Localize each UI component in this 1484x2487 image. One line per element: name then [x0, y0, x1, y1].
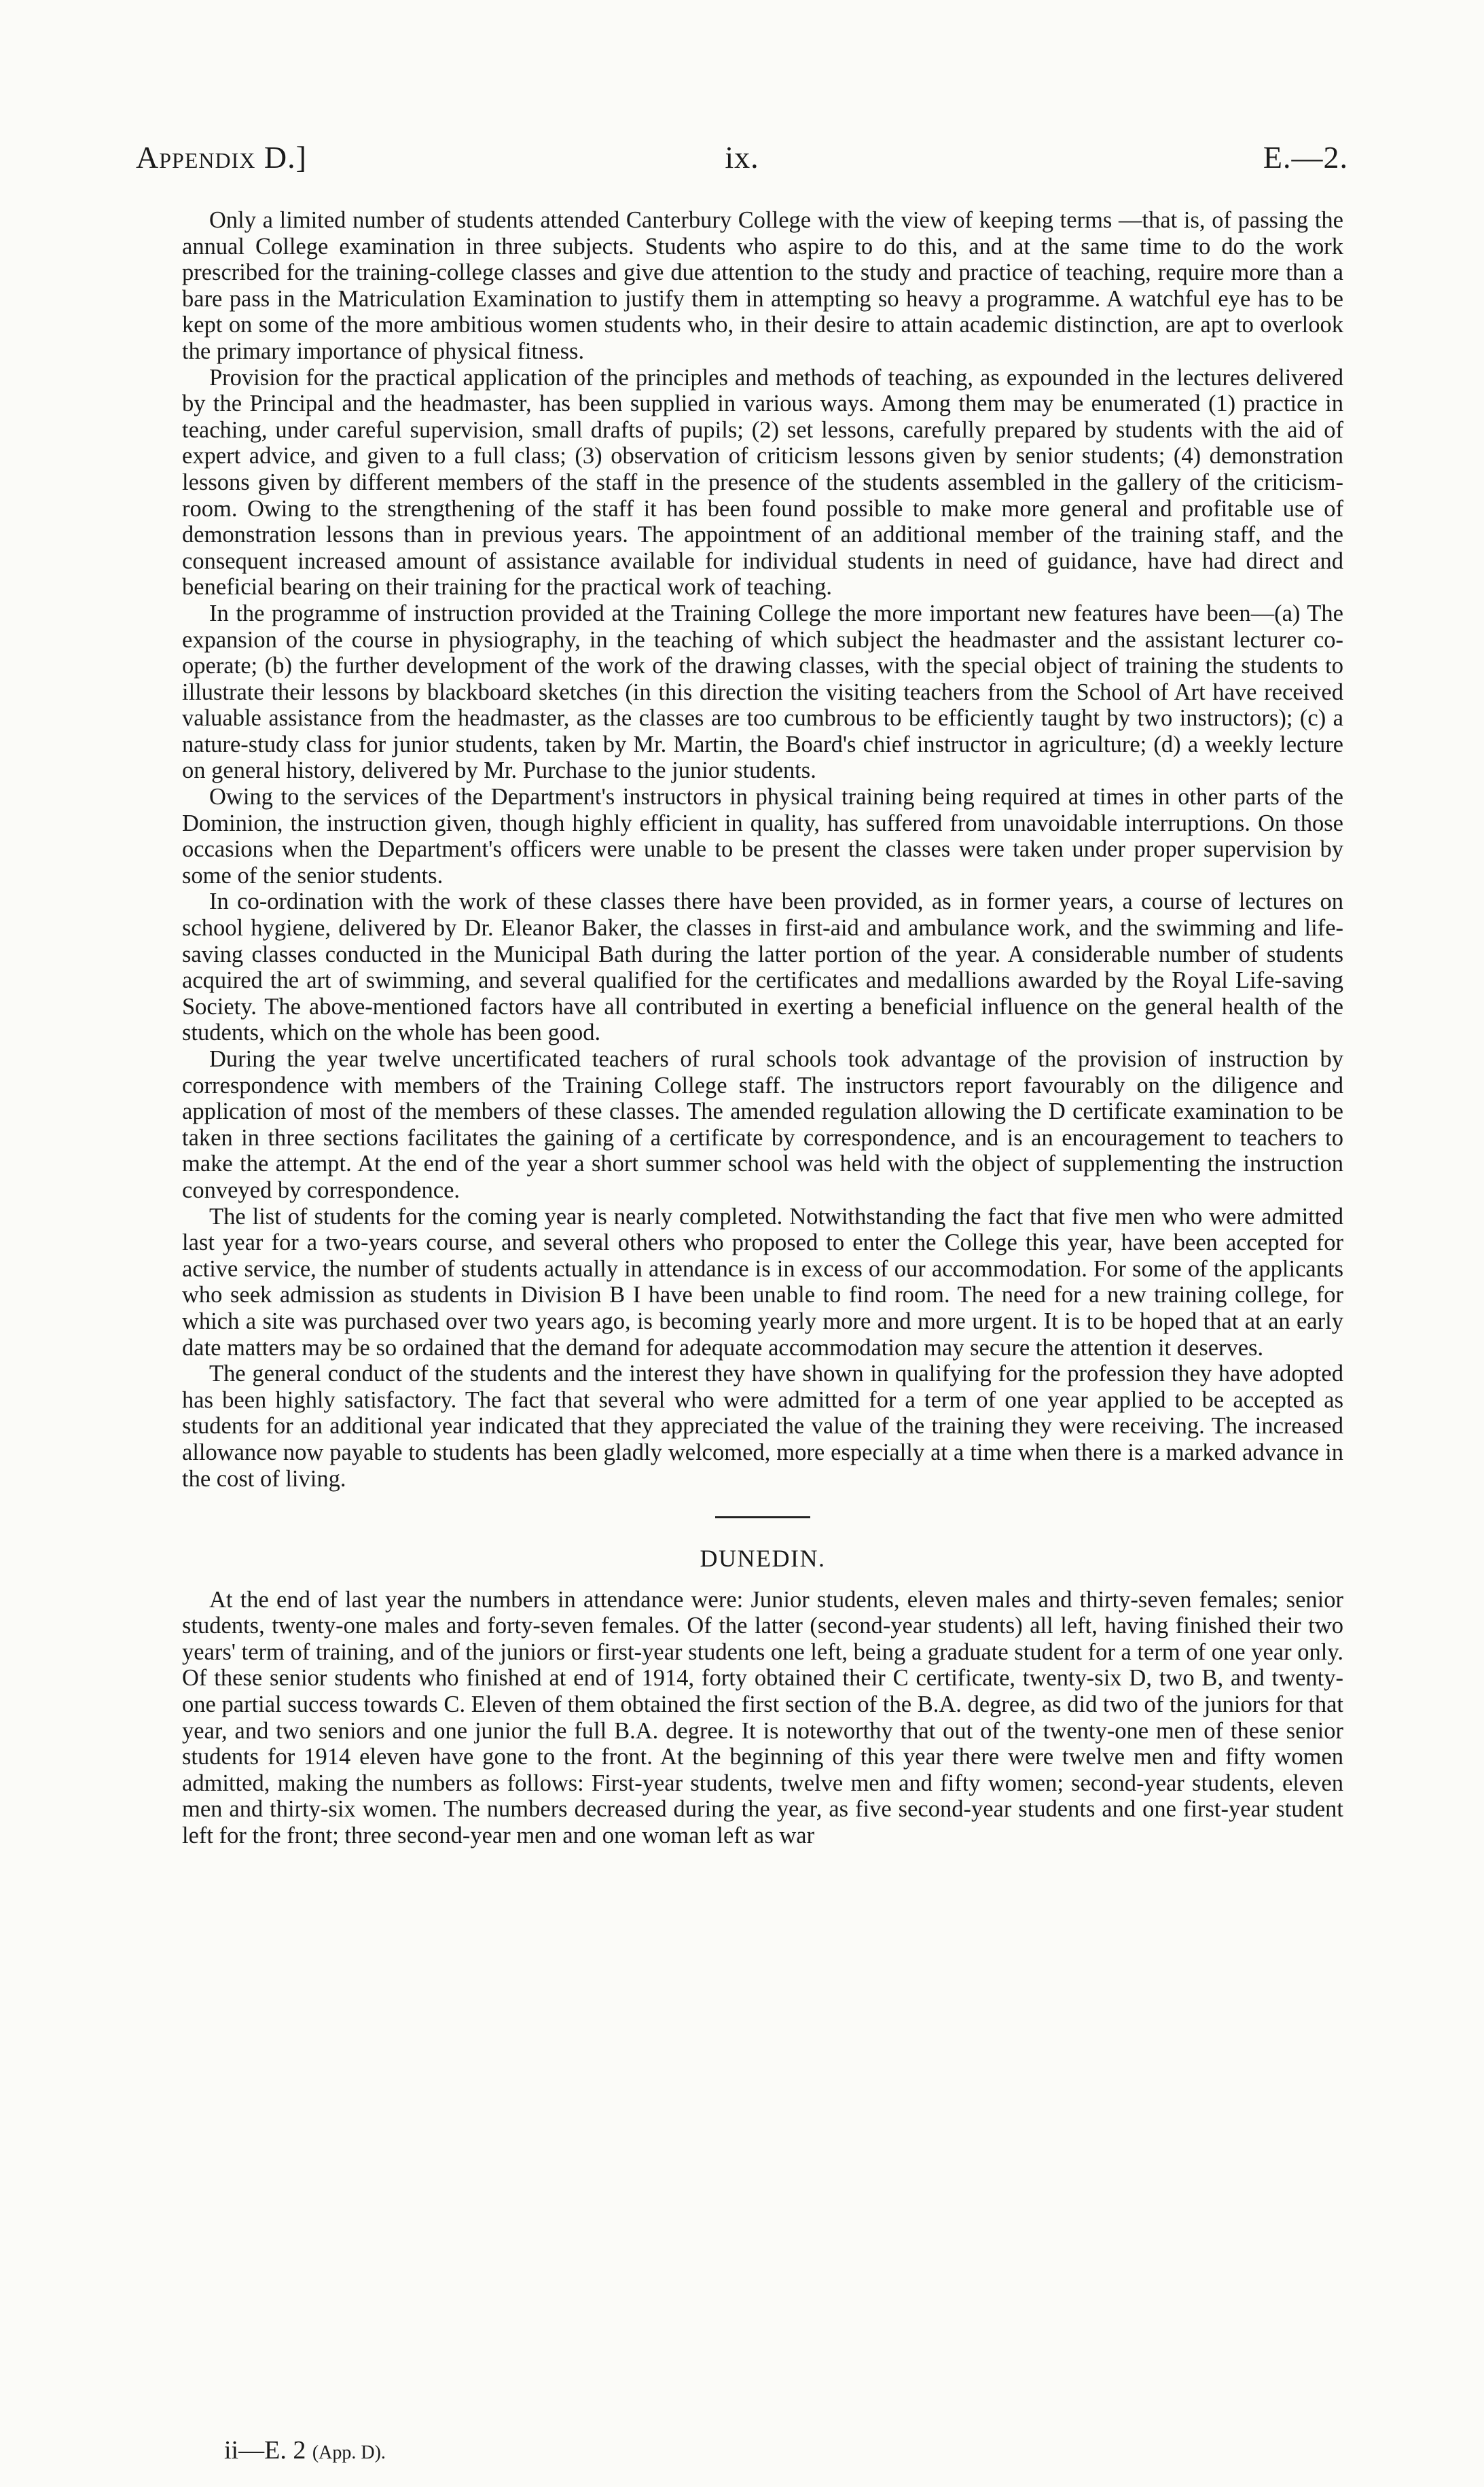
- header-appendix-label: Appendix D.]: [136, 140, 307, 175]
- page-header: [136, 139, 1348, 194]
- footer-note: (App. D).: [312, 2442, 386, 2463]
- paragraph: Provision for the practical application of the principles and methods of teaching, as expounded in the lectures delivered by the Principal and the headmaster, has been supplied in various ways. Among them may be enumerated (1) practice in teaching, under careful supervision, small drafts of pupils; (2) set lessons, carefully prepared by students with the aid of expert advice, and given to a full class; (3) observation of criticism lessons given by senior students; (4) demonstration lessons given by different members of the staff in the presence of the students assembled in the gallery of the criticism-room. Owing to the strengthening of the staff it has been found possible to make more general and profitable use of demonstration lessons than in previous years. The appointment of an additional member of the training staff, and the consequent increased amount of assistance available for individual students in need of guidance, have had direct and beneficial bearing on their training for the practical work of teaching.: [182, 364, 1343, 601]
- paragraph: Owing to the services of the Department's instructors in physical training being required at times in other parts of the Dominion, the instruction given, though highly efficient in quality, has suffered from unavoidable interruptions. On those occasions when the Department's officers were unable to be present the classes were taken under proper supervision by some of the senior students.: [182, 784, 1343, 889]
- paragraph: The general conduct of the students and the interest they have shown in qualifying for the profession they have adopted has been highly satisfactory. The fact that several who were admitted for a term of one year applied to be accepted as students for an additional year indicated that they appreciated the value of the training they were receiving. The increased allowance now payable to students has been gladly welcomed, more especially at a time when there is a marked advance in the cost of living.: [182, 1361, 1343, 1492]
- footer-signature: ii—E. 2: [224, 2436, 306, 2465]
- section-title: DUNEDIN.: [700, 1545, 826, 1573]
- body-text: [182, 207, 1343, 1849]
- paragraph: In co-ordination with the work of these classes there have been provided, as in former years, a course of lectures on school hygiene, delivered by Dr. Eleanor Baker, the classes in first-aid and ambulance work, and the swimming and life-saving classes conducted in the Municipal Bath during the latter portion of the year. A considerable number of students acquired the art of swimming, and several qualified for the certificates and medallions awarded by the Royal Life-saving Society. The above-mentioned factors have all contributed in exerting a beneficial influence on the general health of the students, which on the whole has been good.: [182, 889, 1343, 1046]
- paragraph: In the programme of instruction provided at the Training College the more important new features have been—(a) The expansion of the course in physiography, in the teaching of which subject the headmaster and the assistant lecturer co-operate; (b) the further development of the work of the drawing classes, with the special object of training the students to illustrate their lessons by blackboard sketches (in this direction the visiting teachers from the School of Art have received valuable assistance from the headmaster, as the classes are too cumbrous to be efficiently taught by two instructors); (c) a nature-study class for junior students, taken by Mr. Martin, the Board's chief instructor in agriculture; (d) a weekly lecture on general history, delivered by Mr. Purchase to the junior students.: [182, 600, 1343, 784]
- header-document-code: E.—2.: [1263, 140, 1348, 175]
- paragraph: Only a limited number of students attended Canterbury College with the view of keeping terms —that is, of passing the annual College examination in three subjects. Students who aspire to do this, and at the same time to do the work prescribed for the training-college classes and give due attention to the study and practice of teaching, require more than a bare pass in the Matriculation Examination to justify them in attempting so heavy a programme. A watchful eye has to be kept on some of the more ambitious women students who, in their desire to attain academic distinction, are apt to overlook the primary importance of physical fitness.: [182, 207, 1343, 364]
- paragraph: During the year twelve uncertificated teachers of rural schools took advantage of the provision of instruction by correspondence with members of the Training College staff. The instructors report favourably on the diligence and application of most of the members of these classes. The amended regulation allowing the D certificate examination to be taken in three sections facilitates the gaining of a certificate by correspondence, and is an encouragement to teachers to make the attempt. At the end of the year a short summer school was held with the object of supplementing the instruction conveyed by correspondence.: [182, 1046, 1343, 1203]
- header-page-number: ix.: [725, 140, 759, 175]
- section-paragraph: At the end of last year the numbers in attendance were: Junior students, eleven males and thirty-seven females; senior students, twenty-one males and forty-seven females. Of the latter (second-year students) all left, having finished their two years' term of training, and of the juniors or first-year students one left, being a graduate student for a term of one year only. Of these senior students who finished at end of 1914, forty obtained their C certificate, twenty-six D, two B, and twenty-one partial success towards C. Eleven of them obtained the first section of the B.A. degree, as did two of the juniors for that year, and two seniors and one junior the full B.A. degree. It is noteworthy that out of the twenty-one men of these senior students for 1914 eleven have gone to the front. At the beginning of this year there were twelve men and fifty women admitted, making the numbers as follows: First-year students, twelve men and fifty women; second-year students, eleven men and thirty-six women. The numbers decreased during the year, as five second-year students and one first-year student left for the front; three second-year men and one woman left as war: [182, 1586, 1343, 1849]
- section-divider: [715, 1516, 810, 1518]
- page-footer: [224, 2435, 386, 2465]
- paragraph: The list of students for the coming year is nearly completed. Notwithstanding the fact that five men who were admitted last year for a two-years course, and several others who proposed to enter the College this year, have been accepted for active service, the number of students actually in attendance is in excess of our accommodation. For some of the applicants who seek admission as students in Division B I have been unable to find room. The need for a new training college, for which a site was purchased over two years ago, is becoming yearly more and more urgent. It is to be hoped that at an early date matters may be so ordained that the demand for adequate accommodation may secure the attention it deserves.: [182, 1203, 1343, 1361]
